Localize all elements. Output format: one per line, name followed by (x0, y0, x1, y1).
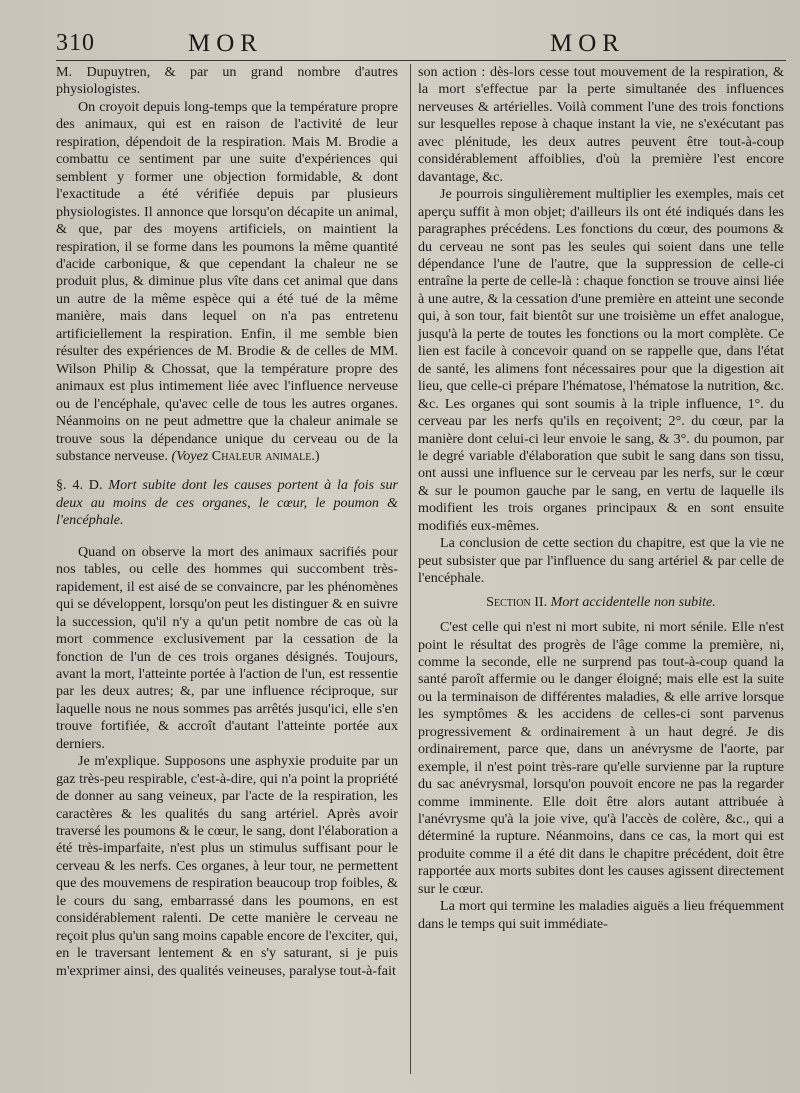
column-divider (410, 64, 411, 1074)
cross-reference-target: Chaleur animale (211, 447, 312, 464)
paragraph: La mort qui termine les maladies aiguës a lieu fréquemment dans le temps qui suit immédiate- (418, 898, 784, 932)
subsection-title: Mort subite dont les causes portent à la fois sur deux au moins de ces organes, le cœur, le poumon & l'encéphale. (56, 477, 398, 529)
running-head-left: MOR (188, 30, 263, 57)
right-column (418, 64, 784, 933)
left-column (56, 64, 398, 980)
cross-reference-open: (Voyez (171, 447, 209, 464)
cross-reference-close: .) (311, 447, 320, 464)
subsection-heading (56, 477, 398, 529)
paragraph: Je m'explique. Supposons une asphyxie produite par un gaz très-peu respirable, c'est-à-dire, qui n'a point la propriété de donner au sang veineux, par l'acte de la respiration, les caractères & les qualités du sang artériel. Après avoir traversé les poumons & le cœur, le sang, dont l'élaboration a été très-imparfaite, n'est plus un stimulus suffisant pour le cerveau & les nerfs. Ces organes, à leur tour, ne permettent que des mouvemens de respiration beaucoup trop foibles, & le cours du sang, embarrassé dans les poumons, en est considérablement ralenti. De cette manière le cerveau ne reçoit plus qu'un sang moins capable encore de l'exciter, qui, en le traversant lentement & en s'y saturant, si je puis m'exprimer ainsi, des qualités veineuses, paralyse tout-à-fait (56, 753, 398, 979)
paragraph: Quand on observe la mort des animaux sacrifiés pour nos tables, ou celle des hommes qui succombent très-rapidement, il est aisé de se convaincre, par les phénomènes qui se développent, lorsqu'on peut les distinguer & en suivre la succession, qu'il n'y a qu'un petit nombre de cas où la mort commence exclusivement par la cessation de la fonction de l'un de ces trois organes désignés. Toujours, avant la mort, l'atteinte portée à l'action de l'un, est ressentie par les deux autres; &, par une influence réciproque, sur laquelle nous ne nous sommes pas arrêtés jusqu'ici, elle s'en trouve fortifiée, & accroît d'autant l'atteinte portée aux derniers. (56, 543, 398, 752)
section-heading (418, 594, 784, 611)
section-title: Mort accidentelle non subite. (550, 593, 716, 610)
paragraph: Je pourrois singulièrement multiplier les exemples, mais cet aperçu suffit à mon objet; d'ailleurs ils ont été indiqués dans les paragraphes précédens. Les fonctions du cœur, des poumons & du cerveau ne sont pas les seules qui soient dans une telle dépendance l'une de l'autre, que la suppression de celle-ci entraîne la perte de celle-là : chaque fonction se trouve ainsi liée à une autre, & la cessation d'une première en atteint une seconde qui, à son tour, fait bientôt sur une troisième un effet analogue, jusqu'à la perte de toutes les fonctions ou la mort complète. Ce lien est facile à concevoir quand on se rappelle que, dans l'état de santé, les alimens font nécessaires pour que la digestion ait lieu, que celle-ci prépare l'hématose, l'hématose la nutrition, &c. &c. Les organes qui sont soumis à la triple influence, 1°. du cerveau par les nerfs qu'ils en reçoivent; 2°. du cœur, par la manière dont celui-ci leur envoie le sang, & 3°. du poumon, par le degré variable d'élaboration que subit le sang dans son tissu, ont aussi une influence sur le cerveau par les nerfs, sur le cœur & sur le poumon gauche par le sang, en vertu de laquelle ils modifient les trois organes principaux & en sont ensuite modifiés eux-mêmes. (418, 186, 784, 534)
running-head-right: MOR (550, 30, 625, 57)
paragraph: C'est celle qui n'est ni mort subite, ni mort sénile. Elle n'est point le résultat des progrès de l'âge comme la première, ni, comme la seconde, elle ne surprend pas tout-à-coup quand la santé paroît affermie ou le danger éloigné; mais elle est la suite ou la terminaison de différentes maladies, & elle arrive lorsque les symptômes & les accidens de celles-ci sont parvenus progressivement & ordinairement à un haut degré. Je dis ordinairement, parce que, dans un anévrysme de l'aorte, par exemple, il n'est point très-rare qu'elle survienne par la rupture du sac anévrysmal, lorsqu'on pouvoit encore ne pas la regarder comme imminente. Elle doit être alors autant attribuée à l'anévrysme qu'à la joie vive, qu'à l'accès de colère, &c., qui a déterminé la rupture. Néanmoins, dans ce cas, la mort qui est produite comme il a été dit dans le chapitre précédent, doit être rapportée aux morts subites dont les causes agissent directement sur le cœur. (418, 619, 784, 897)
section-label: Section II. (486, 593, 548, 610)
header-rule (56, 60, 786, 61)
paragraph: La conclusion de cette section du chapitre, est que la vie ne peut subsister que par l'influence du sang artériel & par celle de l'encéphale. (418, 535, 784, 587)
subsection-label: §. 4. D. (56, 477, 103, 494)
paragraph-text: On croyoit depuis long-temps que la température propre des animaux, qui est en raison de l'activité de leur respiration, dépendoit de la respiration. Mais M. Brodie a combattu ce sentiment par une suite d'expériences qui semblent y former une objection formidable, & dont l'exactitude a été vérifiée depuis par plusieurs physiologistes. Il annonce que lorsqu'on décapite un animal, & que, par des moyens artificiels, on maintient la respiration, il se forme dans les poumons la même quantité d'acide carbonique, & que cependant la chaleur ne se produit plus, & diminue plus vîte dans cet animal que dans un autre de la même espèce qui a été tué de la même manière, mais dans lequel on n'a pas entretenu artificiellement la respiration. Enfin, il me semble bien résulter des expériences de M. Brodie & de celles de MM. Wilson Philip & Chossat, que la température propre des animaux est plus intimement liée avec l'influence nerveuse ou de l'encéphale, qu'avec celle de tous les autres organes. Néanmoins on ne peut admettre que la chaleur animale se trouve sous la dépendance unique du cerveau ou de la substance nerveuse. (56, 98, 398, 464)
page-number: 310 (56, 30, 95, 56)
paragraph: M. Dupuytren, & par un grand nombre d'autres physiologistes. (56, 64, 398, 98)
paragraph: son action : dès-lors cesse tout mouvement de la respiration, & la mort s'effectue par la perte simultanée des influences nerveuses & artérielles. Voilà comment l'une des trois fonctions sur lesquelles repose à chaque instant la vie, ne s'exécutant pas avec plénitude, les deux autres peuvent être tout-à-coup considérablement affoiblies, d'où la première l'est encore davantage, &c. (418, 64, 784, 185)
paragraph (56, 99, 398, 466)
